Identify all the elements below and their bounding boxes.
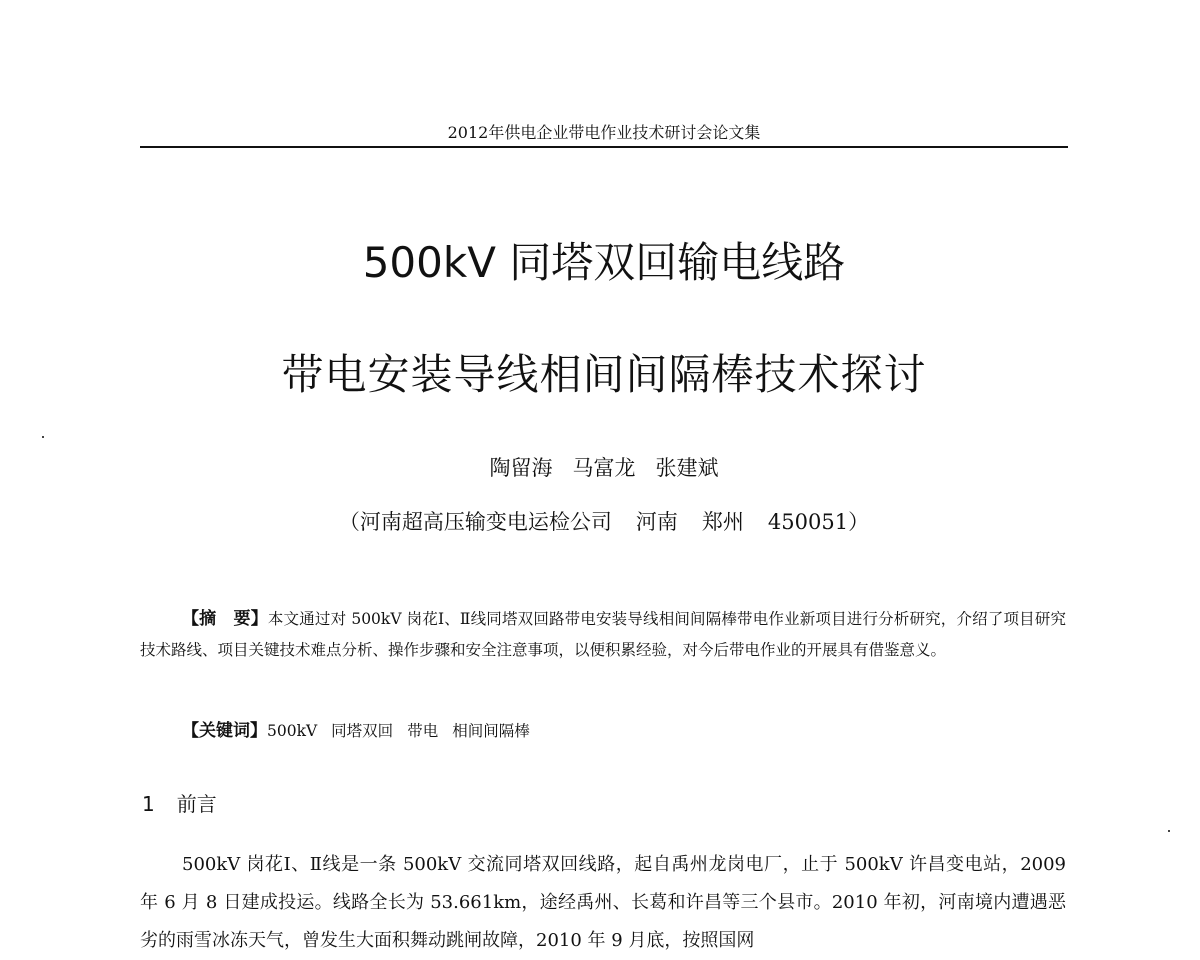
section-title: 前言 [176, 792, 217, 816]
paper-title-line-1: 500kV 同塔双回输电线路 [362, 238, 846, 287]
author-name: 陶留海 [489, 456, 553, 480]
affiliation-close-paren: ） [848, 510, 870, 534]
author-name: 张建斌 [655, 456, 719, 480]
running-header: 2012年供电企业带电作业技术研讨会论文集 [447, 123, 761, 142]
affiliation-open-paren: （ [338, 510, 360, 534]
author-affiliation [140, 506, 1068, 536]
affiliation-postcode: 450051 [767, 510, 849, 534]
affiliation-city: 郑州 [701, 510, 744, 534]
header-rule [140, 146, 1068, 148]
keyword: 同塔双回 [331, 722, 394, 740]
author-list [140, 452, 1068, 482]
keyword: 带电 [407, 722, 439, 740]
section-number: 1 [142, 792, 155, 816]
paper-title-line-2: 带电安装导线相间间隔棒技术探讨 [281, 350, 927, 399]
affiliation-province: 河南 [635, 510, 678, 534]
keyword: 相间间隔棒 [452, 722, 530, 740]
body-paragraph: 500kV 岗花Ⅰ、Ⅱ线是一条 500kV 交流同塔双回线路，起自禹州龙岗电厂，止于 500kV 许昌变电站，2009 年 6 月 8 日建成投运。线路全长为 53.661km，途经禹州、长葛和许昌等三个县市。2010 年初，河南境内遭遇恶劣的雨雪冰冻天气，曾发生大面积舞动跳闸故障，2010 年 9 月底，按照国网 [140, 854, 1066, 951]
keywords [182, 716, 544, 741]
keyword: 500kV [267, 722, 318, 740]
author-name: 马富龙 [572, 456, 636, 480]
section-heading [142, 788, 217, 817]
abstract-text: 本文通过对 500kV 岗花Ⅰ、Ⅱ线同塔双回路带电安装导线相间间隔棒带电作业新项目进行分析研究，介绍了项目研究技术路线、项目关键技术难点分析、操作步骤和安全注意事项，以便积累经验，对今后带电作业的开展具有借鉴意义。 [140, 610, 1067, 659]
scan-speck [1168, 830, 1170, 832]
scan-speck [42, 436, 44, 438]
keywords-label: 【关键词】 [182, 721, 267, 741]
abstract-label: 【摘 要】 [182, 609, 268, 629]
affiliation-org: 河南超高压输变电运检公司 [359, 510, 612, 534]
abstract [140, 604, 1066, 666]
